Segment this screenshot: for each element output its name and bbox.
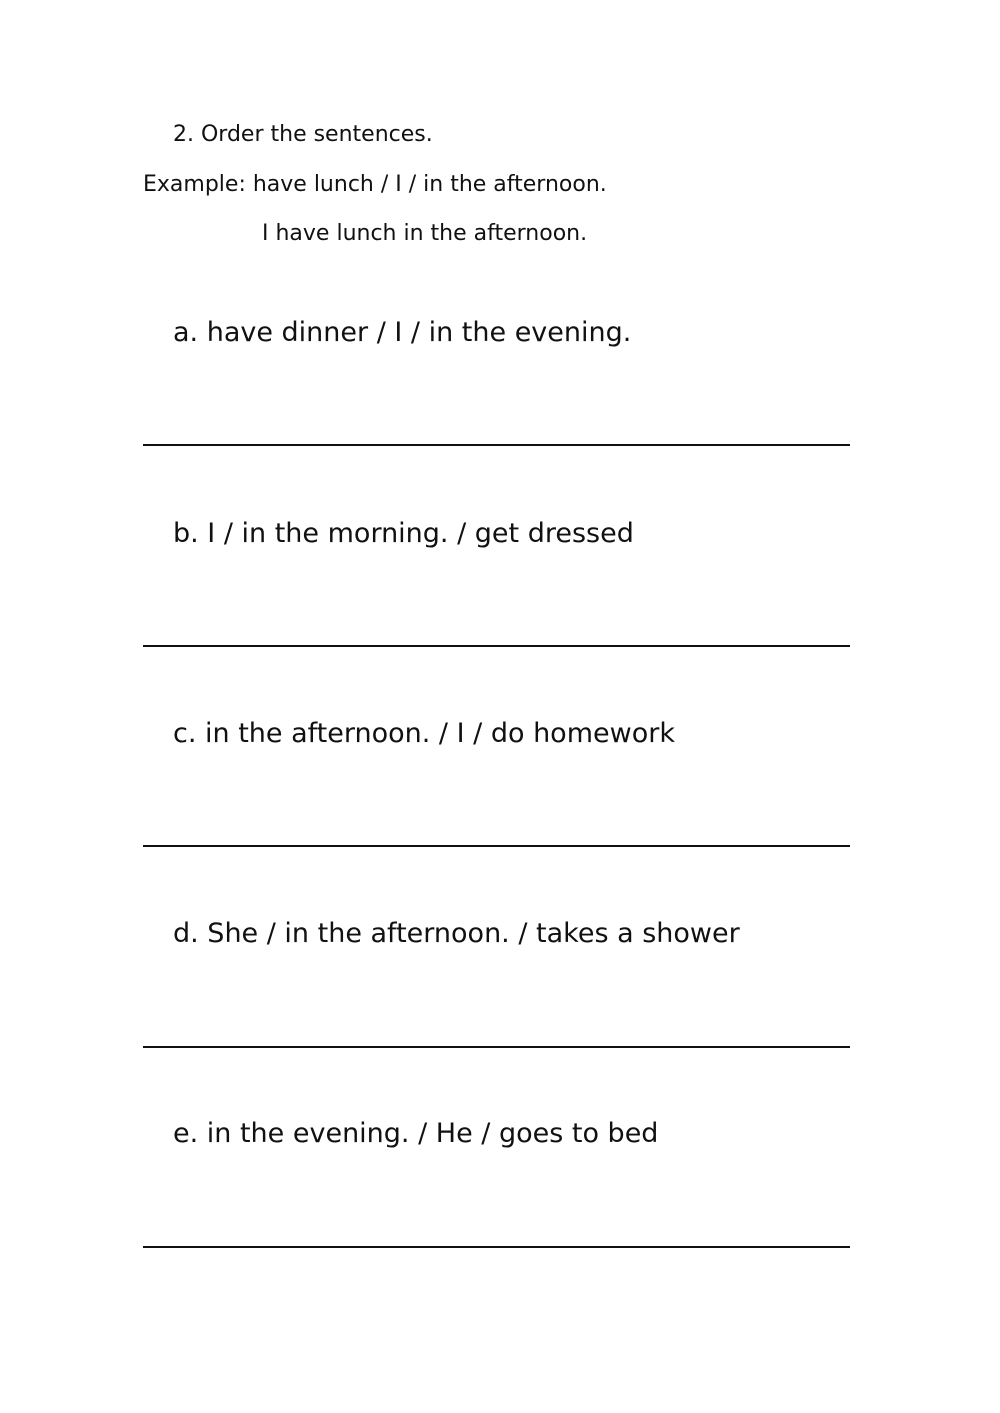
item-d-prompt: d. She / in the afternoon. / takes a shower	[173, 918, 740, 949]
item-e-prompt: e. in the evening. / He / goes to bed	[173, 1118, 659, 1149]
example-answer: I have lunch in the afternoon.	[262, 221, 588, 246]
item-c-prompt: c. in the afternoon. / I / do homework	[173, 718, 675, 749]
item-e-answer-input[interactable]	[143, 1220, 850, 1248]
item-c-answer-input[interactable]	[143, 819, 850, 847]
exercise-title: 2. Order the sentences.	[173, 122, 433, 147]
example-prompt: Example: have lunch / I / in the afternoon.	[143, 172, 607, 197]
item-a-prompt: a. have dinner / I / in the evening.	[173, 317, 632, 348]
item-d-answer-input[interactable]	[143, 1020, 850, 1048]
item-b-prompt: b. I / in the morning. / get dressed	[173, 518, 634, 549]
item-a-answer-input[interactable]	[143, 418, 850, 446]
item-b-answer-input[interactable]	[143, 619, 850, 647]
